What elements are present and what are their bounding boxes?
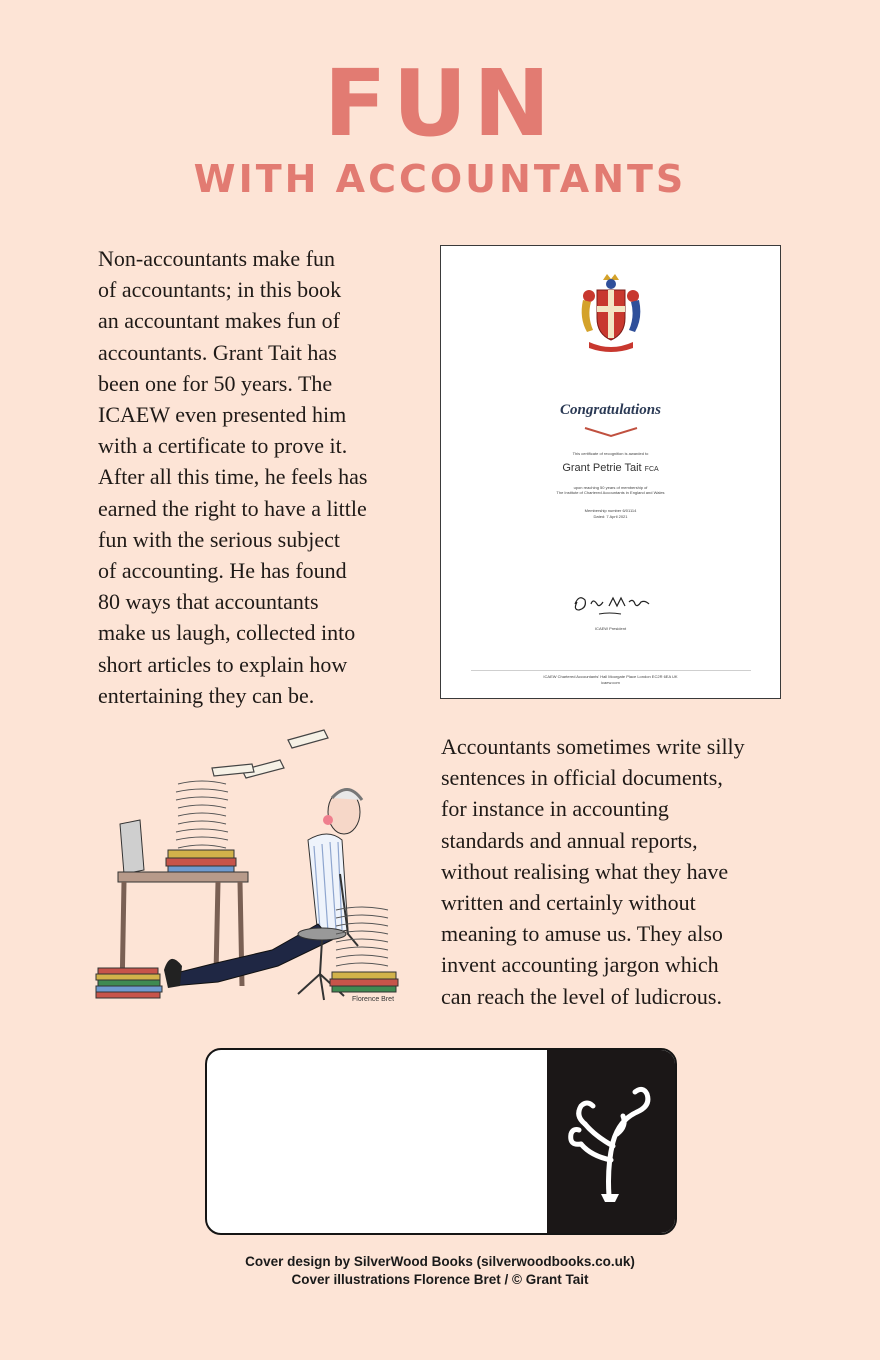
outro-blurb xyxy=(441,731,745,1012)
book-title: FUN xyxy=(323,50,557,157)
intro-line: Non-accountants make fun xyxy=(98,246,336,271)
intro-line: of accountants; in this book xyxy=(98,277,342,303)
certificate-awarded-text: This certificate of recognition is awarded to xyxy=(572,451,649,456)
certificate-reason-line-1: upon reaching 50 years of membership of xyxy=(573,485,648,490)
intro-line: short articles to explain how xyxy=(98,651,348,677)
outro-line: can reach the level of ludicrous. xyxy=(441,983,722,1009)
outro-line: sentences in official documents, xyxy=(441,765,723,791)
coat-of-arms-icon xyxy=(575,274,647,356)
certificate-heading: Congratulations xyxy=(560,402,661,418)
credits-design: Cover design by SilverWood Books (silverwoodbooks.co.uk) xyxy=(245,1254,635,1269)
outro-line: written and certainly without xyxy=(441,890,696,916)
signature xyxy=(569,590,659,620)
book-subtitle: WITH ACCOUNTANTS xyxy=(193,157,687,201)
outro-line: invent accounting jargon which xyxy=(441,952,719,978)
barcode-panel xyxy=(205,1048,677,1235)
outro-line: without realising what they have xyxy=(441,858,729,884)
intro-line: an accountant makes fun of xyxy=(98,308,340,334)
outro-line: meaning to amuse us. They also xyxy=(441,921,723,947)
certificate-image xyxy=(440,245,781,699)
intro-line: entertaining they can be. xyxy=(98,682,315,708)
intro-line: earned the right to have a little xyxy=(98,495,367,521)
outro-line: Accountants sometimes write silly xyxy=(441,734,745,759)
intro-line: ICAEW even presented him xyxy=(98,402,347,428)
outro-line: standards and annual reports, xyxy=(441,827,698,853)
outro-line: for instance in accounting xyxy=(441,796,669,822)
intro-line: fun with the serious subject xyxy=(98,526,340,552)
intro-line: accountants. Grant Tait has xyxy=(98,339,337,365)
intro-line: 80 ways that accountants xyxy=(98,589,319,615)
intro-line: make us laugh, collected into xyxy=(98,620,356,646)
certificate-membership-number: Membership number 6/01114 xyxy=(584,508,637,513)
publisher-logo-panel xyxy=(547,1050,675,1233)
certificate-date: Dated: 7 April 2021 xyxy=(593,514,628,519)
intro-line: been one for 50 years. The xyxy=(98,370,333,396)
stressed-accountant-illustration xyxy=(92,724,412,1014)
illustration-credit: Florence Bret xyxy=(352,996,395,1003)
certificate-signatory-title: ICAEW President xyxy=(594,626,627,631)
certificate-footer-address: ICAEW Chartered Accountants' Hall Moorgate Place London EC2R 6EA UK xyxy=(543,674,678,679)
chevron-ornament-icon xyxy=(583,426,639,438)
intro-line: After all this time, he feels has xyxy=(98,464,368,490)
certificate-divider xyxy=(471,670,751,671)
certificate-footer-url: icaew.com xyxy=(601,680,620,685)
intro-line: of accounting. He has found xyxy=(98,558,347,584)
intro-line: with a certificate to prove it. xyxy=(98,433,348,459)
silverwood-tree-icon xyxy=(547,1050,675,1233)
certificate-recipient-name: Grant Petrie Tait xyxy=(562,462,642,474)
cover-credits xyxy=(0,1253,880,1289)
certificate-post-nominal: FCA xyxy=(644,466,659,473)
intro-blurb xyxy=(98,243,367,711)
certificate-recipient xyxy=(441,462,780,474)
credits-illustrations: Cover illustrations Florence Bret / © Grant Tait xyxy=(291,1272,589,1287)
certificate-reason-line-2: The Institute of Chartered Accountants in England and Wales xyxy=(556,490,665,495)
